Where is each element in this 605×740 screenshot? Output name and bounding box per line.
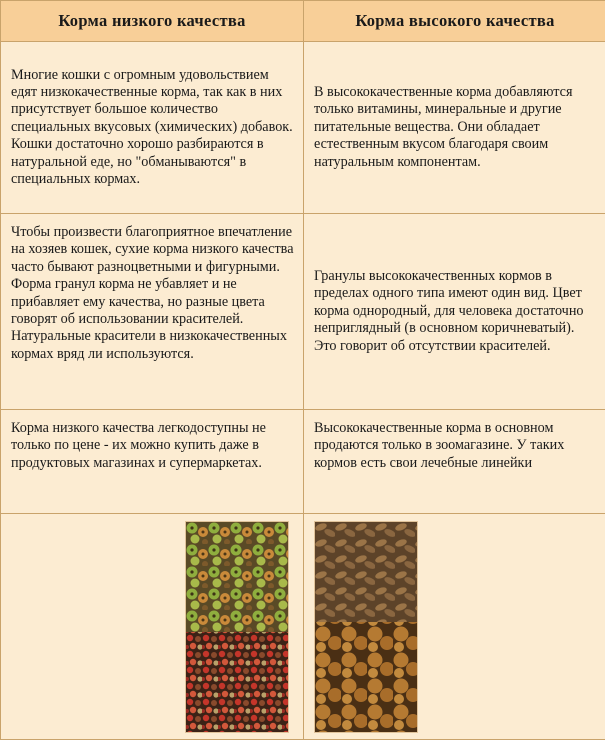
cell-high-availability: Высококачественные корма в основном продаются только в зоомагазине. У таких кормов есть свои лечебные линейки — [304, 410, 605, 514]
image-row — [1, 514, 605, 739]
cell-high-appearance: Гранулы высококачественных кормов в пределах одного типа имеют один вид. Цвет корма однородный, для человека достаточно неприглядный (в основном коричневатый). Это говорит об отсутствии красителей. — [304, 214, 605, 410]
cell-low-appearance: Чтобы произвести благоприятное впечатление на хозяев кошек, сухие корма низкого качества часто бывают разноцветными и фигурными. Форма гранул корма не убавляет и не прибавляет ему качества, но разные цвета говорят об использовании красителей. Натуральные красители в низкокачественных кормах вряд ли используются. — [1, 214, 304, 410]
cell-high-taste: В высококачественные корма добавляются только витамины, минеральные и другие питательные вещества. Они обладает естественным вкусом благодаря своим натуральным компонентам. — [304, 42, 605, 214]
header-low-quality: Корма низкого качества — [1, 1, 304, 42]
colorful-kibble-photo — [185, 521, 289, 733]
cell-low-availability: Корма низкого качества легкодоступны не только по цене - их можно купить даже в продуктовых магазинах и супермаркетах. — [1, 410, 304, 514]
brown-kibble-photo — [314, 521, 418, 733]
cell-high-image — [304, 514, 605, 739]
cell-low-taste: Многие кошки с огромным удовольствием едят низкокачественные корма, так как в них присутствует большое количество специальных вкусовых (химических) добавок. Кошки достаточно хорошо разбираются в натуральной еде, но "обманываются" в специальных кормах. — [1, 42, 304, 214]
header-row — [1, 1, 605, 42]
table-row — [1, 214, 605, 410]
table-row — [1, 410, 605, 514]
cell-low-image — [1, 514, 304, 739]
table-row — [1, 42, 605, 214]
header-high-quality: Корма высокого качества — [304, 1, 605, 42]
